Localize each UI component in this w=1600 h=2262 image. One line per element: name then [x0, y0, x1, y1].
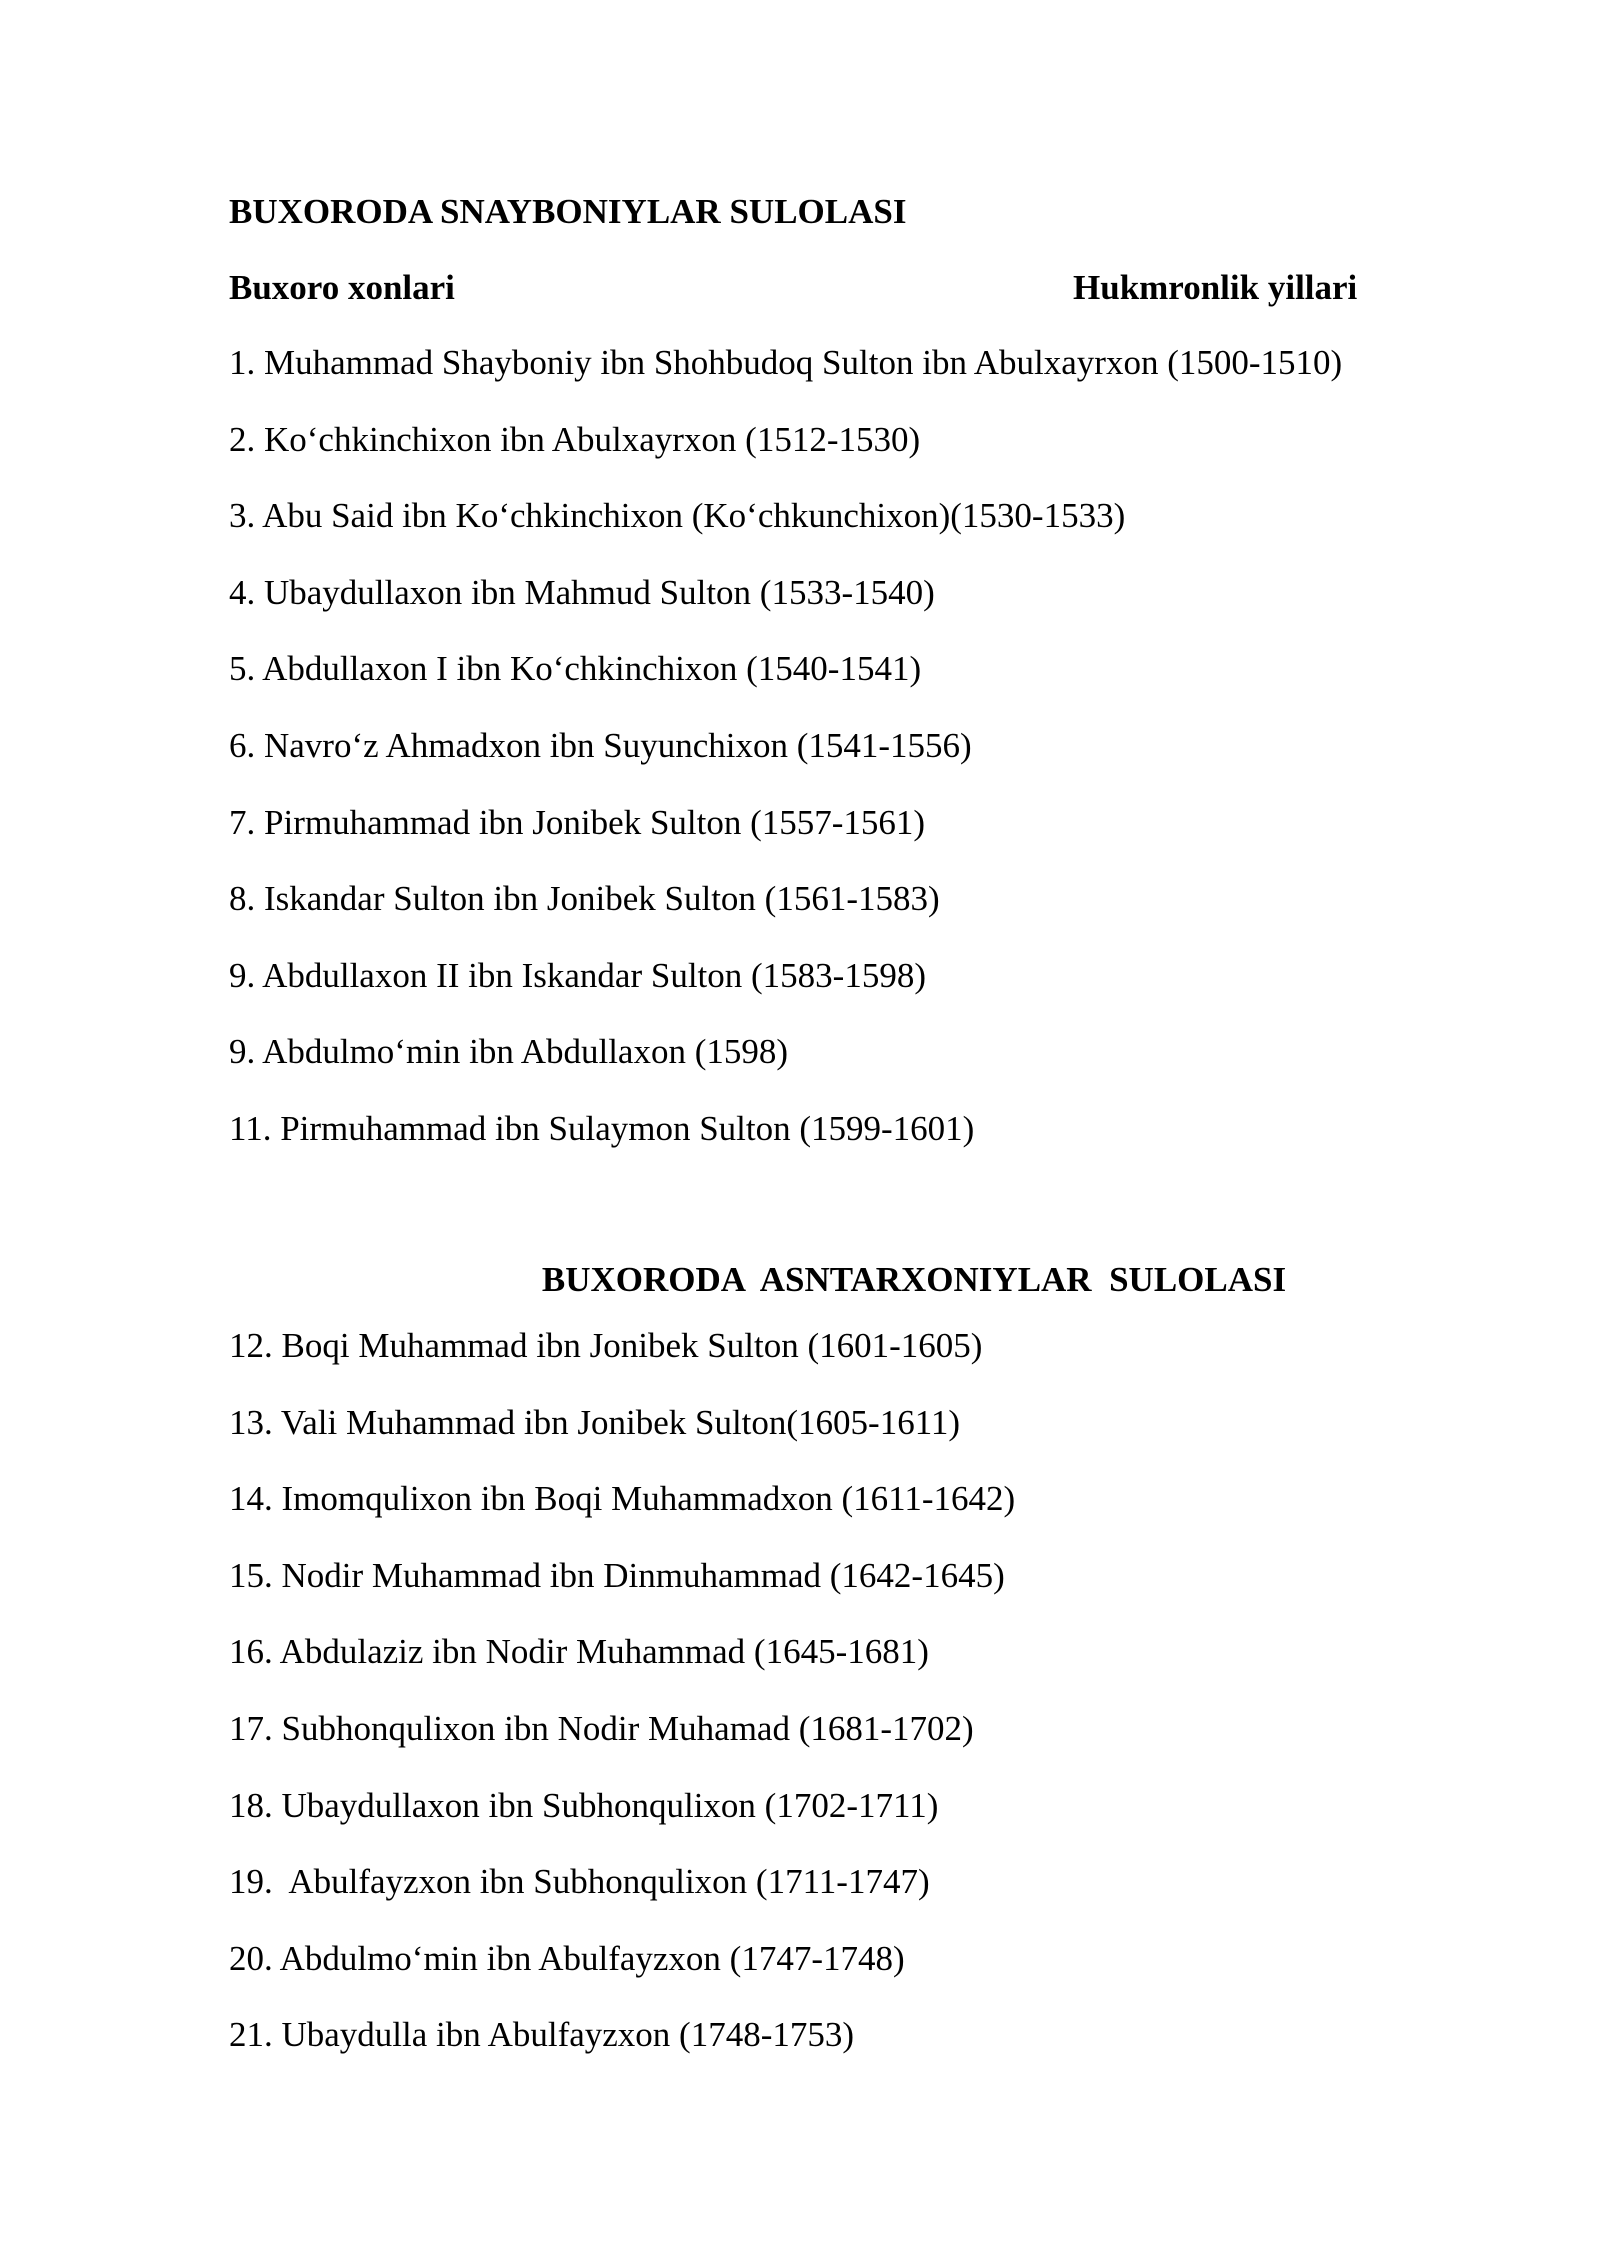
list-item: 16. Abdulaziz ibn Nodir Muhammad (1645-1681) [229, 1632, 929, 1672]
list-item: 19. Abulfayzxon ibn Subhonqulixon (1711-1747) [229, 1862, 930, 1902]
list-item: 13. Vali Muhammad ibn Jonibek Sulton(1605-1611) [229, 1402, 961, 1442]
section-title-shaybaniy: BUXORODA SNAYBONIYLAR SULOLASI [229, 192, 907, 231]
list-item: 3. Abu Said ibn Ko‘chkinchixon (Ko‘chkunchixon)(1530-1533) [229, 496, 1126, 536]
section-title-ashtarkhaniy: BUXORODA ASNTARXONIYLAR SULOLASI [541, 1260, 1287, 1299]
list-item: 14. Imomqulixon ibn Boqi Muhammadxon (1611-1642) [229, 1479, 1016, 1519]
list-item: 11. Pirmuhammad ibn Sulaymon Sulton (1599-1601) [229, 1108, 975, 1148]
column-header-khans: Buxoro xonlari [229, 268, 455, 307]
khan-list-ashtarkhaniy [229, 1322, 1015, 2088]
list-item: 21. Ubaydulla ibn Abulfayzxon (1748-1753) [229, 2015, 855, 2055]
list-item: 18. Ubaydullaxon ibn Subhonqulixon (1702-1711) [229, 1785, 939, 1825]
list-item: 8. Iskandar Sulton ibn Jonibek Sulton (1561-1583) [229, 879, 940, 919]
list-item: 9. Abdulmo‘min ibn Abdullaxon (1598) [229, 1032, 789, 1072]
list-item: 4. Ubaydullaxon ibn Mahmud Sulton (1533-1540) [229, 572, 935, 612]
khan-list-shaybaniy [229, 339, 1342, 1182]
list-item: 20. Abdulmo‘min ibn Abulfayzxon (1747-1748) [229, 1938, 905, 1978]
list-item: 6. Navro‘z Ahmadxon ibn Suyunchixon (1541-1556) [229, 725, 972, 765]
list-item: 12. Boqi Muhammad ibn Jonibek Sulton (1601-1605) [229, 1326, 983, 1365]
list-item: 2. Ko‘chkinchixon ibn Abulxayrxon (1512-1530) [229, 419, 921, 459]
column-header-reign-years: Hukmronlik yillari [1073, 268, 1358, 307]
list-item: 5. Abdullaxon I ibn Ko‘chkinchixon (1540-1541) [229, 649, 922, 689]
list-item: 9. Abdullaxon II ibn Iskandar Sulton (1583-1598) [229, 955, 926, 995]
list-item: 17. Subhonqulixon ibn Nodir Muhamad (1681-1702) [229, 1708, 974, 1748]
list-item: 15. Nodir Muhammad ibn Dinmuhammad (1642-1645) [229, 1555, 1005, 1595]
list-item: 7. Pirmuhammad ibn Jonibek Sulton (1557-1561) [229, 802, 926, 842]
list-item: 1. Muhammad Shayboniy ibn Shohbudoq Sulton ibn Abulxayrxon (1500-1510) [229, 343, 1343, 382]
